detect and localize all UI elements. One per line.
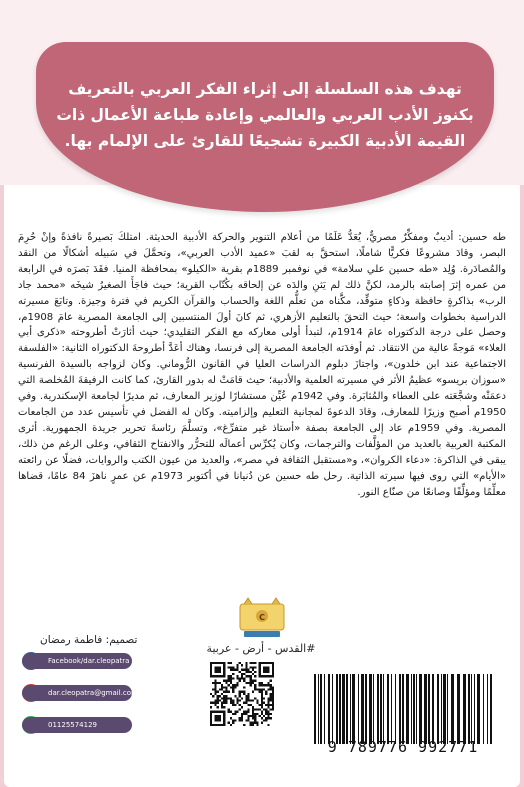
design-credit: تصميم: فاطمة رمضان [40,634,138,646]
contact-phone[interactable]: 01125574129 [22,717,132,733]
series-description: تهدف هذه السلسلة إلى إثراء الفكر العربي بالتعريف بكنوز الأدب العربي والعالمي وإعادة طباعة الأعمال ذات القيمة الأدبية الكبيرة تشجيعًا للقارئ على الإلمام بها. [56,80,474,150]
author-biography: طه حسين: أديبٌ ومفكِّرٌ مصريٌّ، يُعَدُّ عَلَمًا من أعلام التنوير والحركة الأدبية الحديثة. امتلكَ بَصيرةً نافذةً وإنْ حُرِمَ البصر، وقادَ مشروعًا فكريًّا شاملًا، استحقَّ به لقبَ «عميد الأدب العربي»، وتحمَّلَ في سَبيله أشكالًا من النقد والمُصادَرة. وُلِد «طه حسين علي سلامة» في نوفمبر 1889م بقرية «الكيلو» بمحافظة المنيا. فقَدَ بَصرَه في الرابعة من عمره إثرَ إصابته بالرمد، لكنَّ ذلك لم يَثنِ والدَه عن إلحاقه بكُتّاب القرية؛ حيث فاجَأَ الصغيرُ شيخَه «محمد جاد الرب» بذاكرةٍ حافظة وذكاءٍ متوقِّد، مكَّناه من تعلُّم اللغة والحساب والقرآن الكريم في فترة وجيزة. وتابَعَ مسيرته الدراسية بخطوات واسعة؛ حيث التحقَ بالتعليم الأزهري، ثم كانَ أولَ المنتسبين إلى الجامعة المصرية عامَ 1908م، وحصل على درجة الدكتوراه عامَ 1914م، لتبدأ أولى معاركه مع الفكر التقليدي؛ حيث أثارَتْ أطروحته «ذكرى أبي العلاء» مَوجةً عالية من الانتقاد. ثم أوفدَته الجامعة المصرية إلى فرنسا، وهناك أعَدَّ أطروحةَ الدكتوراه الثانية: «الفلسفة الاجتماعية عند ابن خلدون»، واجتازَ دبلوم الدراسات العليا في القانون الرُّوماني. وكان لزواجه بالسيدة الفرنسية «سوزان بريسو» عظيمُ الأثر في مسيرته العلمية والأدبية؛ حيث قامَتْ له بدور القارئ، كما كانت الرفيقةَ المُخلصة التي دعمَتْه وشجَّعَته على العطاء والمُثابَرة. وفي 1942م عُيِّن مستشارًا لوزير المعارف، ثم مديرًا لجامعة الإسكندرية. وفي 1950م أصبح وزيرًا للمعارف، وقادَ الدعوةَ لمجانية التعليم وإلزاميته. وكان له الفضل في تأسيس عدد من الجامعات المصرية. وفي 1959م عاد إلى الجامعة بصفة «أستاذ غير متفرِّغ»، وتسلَّمَ رئاسةَ تحرير جريدة الجمهورية. أثرى المكتبة العربية بالعديد من المؤلَّفات والترجمات، وكان يُكرِّس أعمالَه للتحرُّر والانفتاح الثقافي، وعلى الرغم من ذلك، يبقى في الذاكرة: «دعاء الكروان»، و«مستقبل الثقافة في مصر»، والعديد من عيون الكتب والروايات، فضلًا عن رائعته «الأيام» التي روى فيها سيرته الذاتية. رحل طه حسين عن دُنيانا في أكتوبر 1973م عن عمرٍ ناهزَ 84 عامًا، قضاها معلِّمًا ومؤلِّفًا وصانعًا من صنّاع النور. [18,232,507,498]
publisher-location: #القدس - أرض - عربية [206,642,316,655]
qr-code [210,662,274,726]
contact-email[interactable]: dar.cleopatra@gmail.com [22,685,132,701]
svg-text:C: C [259,613,265,622]
publisher-logo [238,596,286,638]
contact-facebook[interactable]: Facebook/dar.cleopatra [22,653,132,669]
isbn-number: 9 789776 992771 [327,738,479,756]
